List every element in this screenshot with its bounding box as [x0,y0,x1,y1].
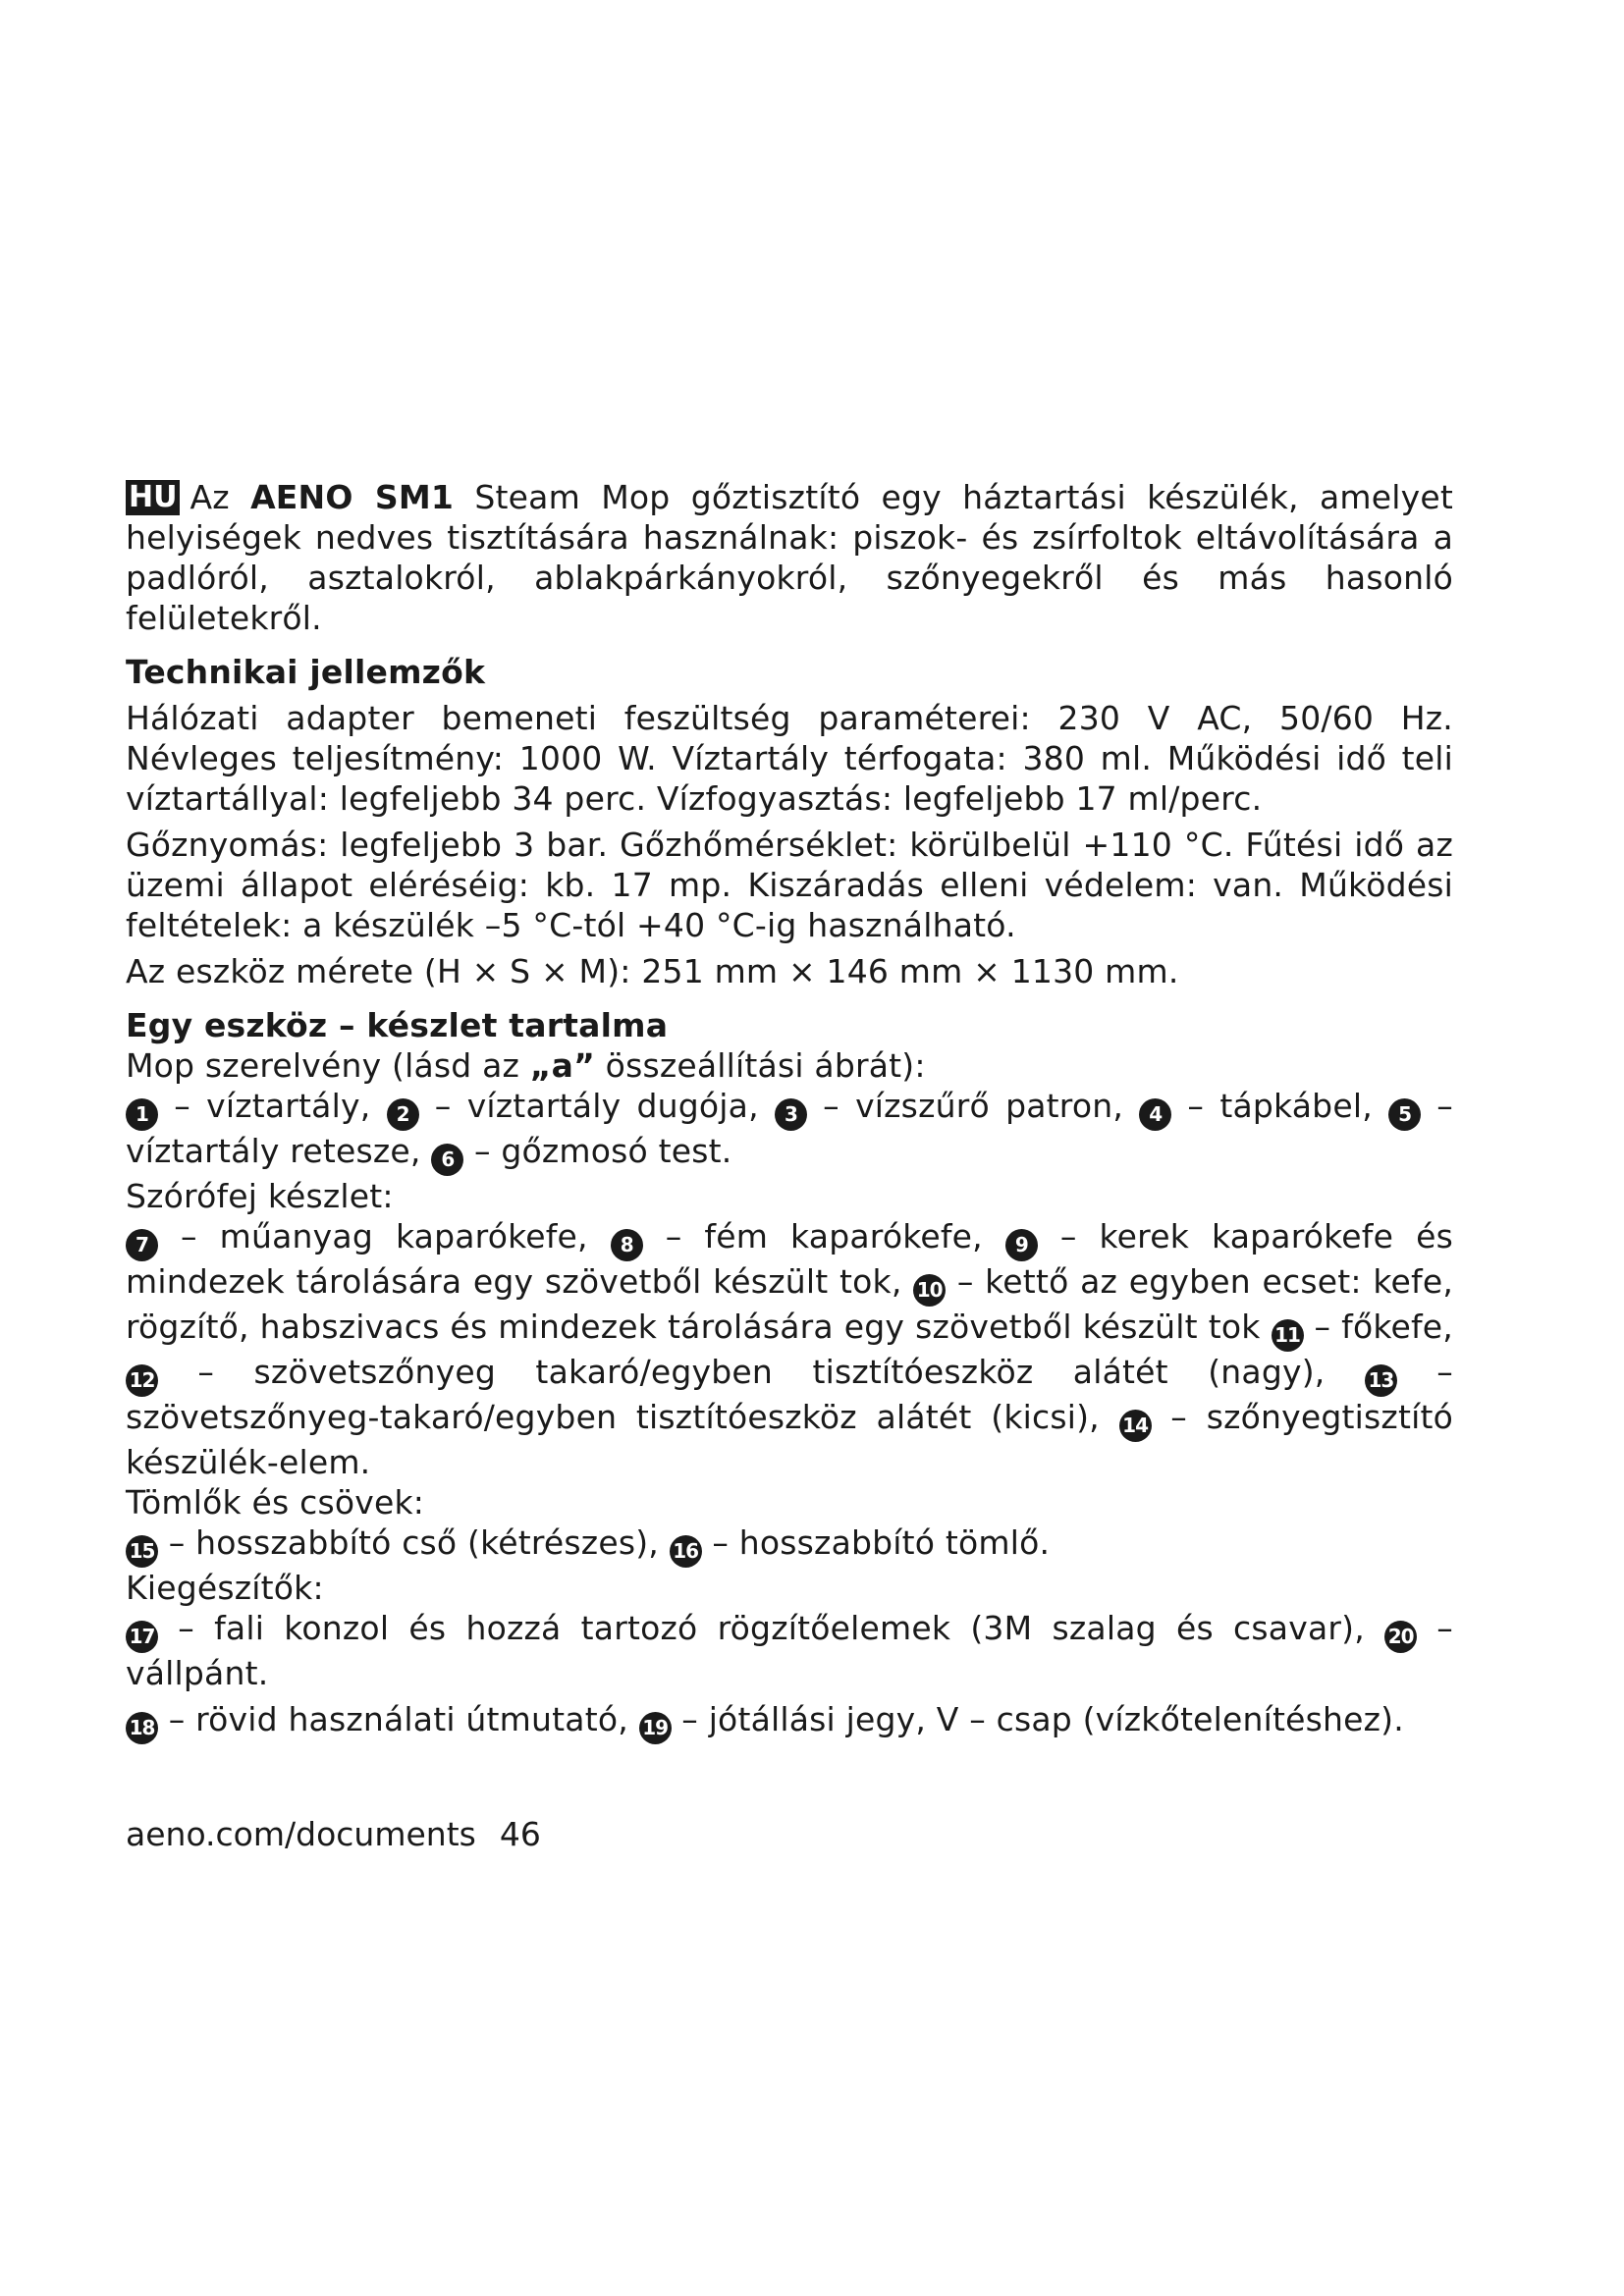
nozzle-intro: Szórófej készlet: [126,1177,394,1215]
part-text-19: – jótállási jegy, V – csap (vízkőtelenítéshez). [671,1700,1404,1738]
page-number: 46 [499,1815,541,1853]
part-text-3: – vízszűrő patron, [806,1087,1140,1125]
hoses-intro: Tömlők és csövek: [126,1483,425,1522]
part-text-18: – rövid használati útmutató, [158,1700,639,1738]
number-badge-12: 12 [126,1364,158,1397]
accessories-list-1 [126,1608,1453,1693]
part-text-5: – víztartály retesze, [126,1087,1453,1170]
number-badge-11: 11 [1272,1319,1304,1352]
part-text-7: – műanyag kaparókefe, [158,1217,611,1255]
number-badge-10: 10 [913,1274,946,1307]
mop-parts-list [126,1086,1453,1176]
nozzle-parts-list [126,1216,1453,1482]
number-badge-14: 14 [1119,1410,1152,1442]
documents-url[interactable]: aeno.com/documents [126,1815,476,1853]
part-text-9: – kerek kaparókefe és mindezek tárolására egy szövetből készült tok, [126,1217,1453,1301]
part-text-16: – hosszabbító tömlő. [701,1523,1051,1562]
number-badge-17: 17 [126,1621,158,1653]
mop-intro [126,1045,1453,1086]
kit-heading: Egy eszköz – készlet tartalma [126,1006,669,1044]
number-badge-18: 18 [126,1712,158,1744]
part-text-4: – tápkábel, [1171,1087,1389,1125]
hoses-parts-list [126,1522,1453,1568]
product-name: AENO SM1 [250,478,455,516]
content-block [126,477,1453,1744]
part-text-10: – kettő az egyben ecset: kefe, rögzítő, habszivacs és mindezek tárolására egy szövetből készült tok [126,1262,1454,1346]
part-text-2: – víztartály dugója, [418,1087,775,1125]
accessories-intro: Kiegészítők: [126,1569,324,1607]
part-text-11: – főkefe, [1303,1308,1453,1346]
part-text-6: – gőzmosó test. [463,1132,732,1170]
part-text-8: – fém kaparókefe, [642,1217,1005,1255]
number-badge-8: 8 [611,1229,643,1261]
language-badge: HU [126,480,180,515]
part-text-14: – szőnyegtisztító készülék-elem. [126,1398,1453,1481]
number-badge-19: 19 [639,1712,672,1744]
number-badge-3: 3 [775,1098,807,1131]
part-text-15: – hosszabbító cső (kétrészes), [158,1523,670,1562]
tech-paragraph-2: Gőznyomás: legfeljebb 3 bar. Gőzhőmérséklet: körülbelül +110 °C. Fűtési idő az üzemi állapot eléréséig: kb. 17 mp. Kiszáradás elleni védelem: van. Működési feltételek: a készülék –5 °C-tól +40 °C-ig használható. [126,826,1453,944]
mop-intro-text: Mop szerelvény (lásd az [126,1046,530,1085]
number-badge-2: 2 [387,1098,419,1131]
number-badge-5: 5 [1388,1098,1421,1131]
tech-paragraph-3: Az eszköz mérete (H × S × M): 251 mm × 146 mm × 1130 mm. [126,952,1179,990]
mop-intro-text-end: összeállítási ábrát): [594,1046,926,1085]
part-text-17: – fali konzol és hozzá tartozó rögzítőelemek (3M szalag és csavar), [158,1609,1385,1647]
page-footer [126,1814,541,1854]
intro-prefix: Az [189,478,230,516]
accessories-list-2 [126,1699,1453,1744]
part-text-1: – víztartály, [158,1087,387,1125]
intro-text: Steam Mop gőztisztító egy háztartási készülék, amelyet helyiségek nedves tisztítására használnak: piszok- és zsírfoltok eltávolítására a padlóról, asztalokról, ablakpárkányokról, szőnyegekről és más hasonló felületekről. [126,478,1453,637]
intro-paragraph [126,477,1453,638]
number-badge-9: 9 [1005,1229,1038,1261]
tech-paragraph-1: Hálózati adapter bemeneti feszültség paraméterei: 230 V AC, 50/60 Hz. Névleges teljesítmény: 1000 W. Víztartály térfogata: 380 ml. Működési idő teli víztartállyal: legfeljebb 34 perc. Vízfogyasztás: legfeljebb 17 ml/perc. [126,699,1453,818]
tech-heading: Technikai jellemzők [126,653,486,691]
number-badge-16: 16 [670,1535,702,1568]
number-badge-13: 13 [1365,1364,1397,1397]
number-badge-7: 7 [126,1229,158,1261]
number-badge-1: 1 [126,1098,158,1131]
figure-reference: „a” [529,1046,595,1085]
part-text-13: – szövetszőnyeg-takaró/egyben tisztítóeszköz alátét (kicsi), [126,1353,1454,1436]
number-badge-6: 6 [431,1144,463,1176]
part-text-20: – vállpánt. [126,1609,1454,1692]
number-badge-20: 20 [1384,1621,1417,1653]
part-text-12: – szövetszőnyeg takaró/egyben tisztítóeszköz alátét (nagy), [158,1353,1365,1391]
number-badge-4: 4 [1139,1098,1171,1131]
number-badge-15: 15 [126,1535,158,1568]
